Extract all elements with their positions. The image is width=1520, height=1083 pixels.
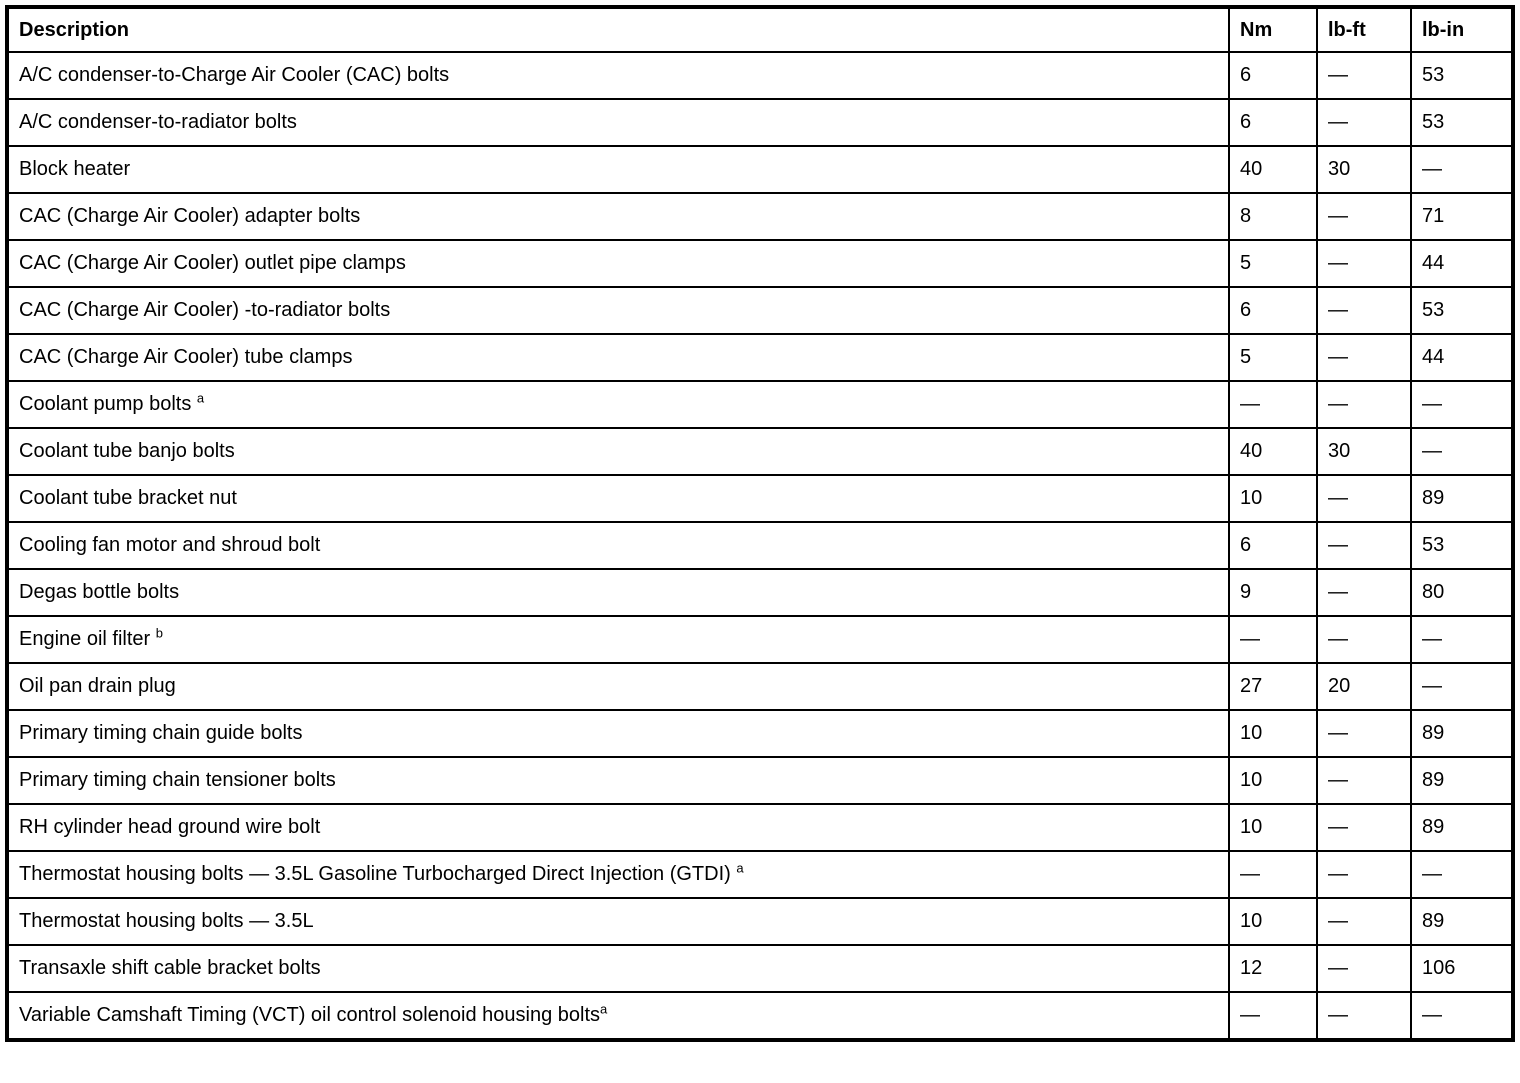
- lbin-cell: 106: [1411, 945, 1513, 992]
- header-description: Description: [7, 7, 1229, 52]
- lbin-cell: —: [1411, 851, 1513, 898]
- description-text: Variable Camshaft Timing (VCT) oil control solenoid housing bolts: [19, 1004, 601, 1026]
- description-text: Engine oil filter: [19, 628, 156, 650]
- description-text: Oil pan drain plug: [19, 675, 176, 697]
- table-row: [7, 99, 1513, 146]
- lbin-cell: 89: [1411, 757, 1513, 804]
- description-text: CAC (Charge Air Cooler) adapter bolts: [19, 205, 361, 227]
- nm-cell: 6: [1229, 52, 1317, 99]
- nm-cell: 10: [1229, 804, 1317, 851]
- lbin-cell: 44: [1411, 240, 1513, 287]
- nm-cell: 10: [1229, 710, 1317, 757]
- description-cell: [7, 992, 1229, 1040]
- lbin-cell: —: [1411, 381, 1513, 428]
- lbft-cell: —: [1317, 757, 1411, 804]
- torque-spec-table: [5, 5, 1515, 1042]
- description-text: A/C condenser-to-Charge Air Cooler (CAC) bolts: [19, 64, 450, 86]
- nm-cell: 9: [1229, 569, 1317, 616]
- description-cell: [7, 475, 1229, 522]
- description-cell: [7, 287, 1229, 334]
- table-row: [7, 381, 1513, 428]
- table-row: [7, 334, 1513, 381]
- description-cell: [7, 522, 1229, 569]
- description-text: Cooling fan motor and shroud bolt: [19, 534, 321, 556]
- lbft-cell: —: [1317, 287, 1411, 334]
- nm-cell: 6: [1229, 99, 1317, 146]
- description-cell: [7, 569, 1229, 616]
- table-row: [7, 898, 1513, 945]
- lbin-cell: 53: [1411, 287, 1513, 334]
- description-cell: [7, 240, 1229, 287]
- table-row: [7, 240, 1513, 287]
- nm-cell: —: [1229, 381, 1317, 428]
- description-cell: [7, 757, 1229, 804]
- lbft-cell: —: [1317, 52, 1411, 99]
- lbin-cell: 80: [1411, 569, 1513, 616]
- lbft-cell: —: [1317, 475, 1411, 522]
- lbin-cell: 89: [1411, 804, 1513, 851]
- description-text: Primary timing chain tensioner bolts: [19, 769, 336, 791]
- description-cell: [7, 663, 1229, 710]
- footnote-marker: b: [155, 625, 163, 641]
- lbft-cell: —: [1317, 569, 1411, 616]
- lbin-cell: 89: [1411, 475, 1513, 522]
- description-text: Degas bottle bolts: [19, 581, 180, 603]
- table-body: [7, 52, 1513, 1040]
- table-row: [7, 710, 1513, 757]
- nm-cell: 8: [1229, 193, 1317, 240]
- lbft-cell: —: [1317, 616, 1411, 663]
- table-row: [7, 757, 1513, 804]
- description-cell: [7, 851, 1229, 898]
- nm-cell: 40: [1229, 428, 1317, 475]
- lbin-cell: —: [1411, 663, 1513, 710]
- table-row: [7, 287, 1513, 334]
- description-text: Coolant tube bracket nut: [19, 487, 237, 509]
- description-cell: [7, 99, 1229, 146]
- table-row: [7, 945, 1513, 992]
- description-cell: [7, 616, 1229, 663]
- description-text: CAC (Charge Air Cooler) -to-radiator bolts: [19, 299, 391, 321]
- lbft-cell: —: [1317, 522, 1411, 569]
- nm-cell: 12: [1229, 945, 1317, 992]
- description-text: Transaxle shift cable bracket bolts: [19, 957, 321, 979]
- table-row: [7, 146, 1513, 193]
- lbft-cell: —: [1317, 992, 1411, 1040]
- lbin-cell: 89: [1411, 898, 1513, 945]
- nm-cell: 10: [1229, 757, 1317, 804]
- table-row: [7, 804, 1513, 851]
- table-row: [7, 616, 1513, 663]
- table-row: [7, 663, 1513, 710]
- table-row: [7, 522, 1513, 569]
- description-cell: [7, 381, 1229, 428]
- nm-cell: 27: [1229, 663, 1317, 710]
- description-text: A/C condenser-to-radiator bolts: [19, 111, 297, 133]
- nm-cell: 5: [1229, 240, 1317, 287]
- lbft-cell: 30: [1317, 428, 1411, 475]
- header-nm: Nm: [1229, 7, 1317, 52]
- table-row: [7, 428, 1513, 475]
- lbin-cell: —: [1411, 992, 1513, 1040]
- lbft-cell: —: [1317, 334, 1411, 381]
- footnote-marker: a: [736, 860, 744, 876]
- table-row: [7, 992, 1513, 1040]
- lbin-cell: 53: [1411, 522, 1513, 569]
- description-text: RH cylinder head ground wire bolt: [19, 816, 321, 838]
- nm-cell: 10: [1229, 898, 1317, 945]
- lbft-cell: —: [1317, 381, 1411, 428]
- header-lbft: lb-ft: [1317, 7, 1411, 52]
- lbft-cell: —: [1317, 710, 1411, 757]
- lbft-cell: —: [1317, 945, 1411, 992]
- table-row: [7, 851, 1513, 898]
- lbin-cell: 53: [1411, 99, 1513, 146]
- lbin-cell: 44: [1411, 334, 1513, 381]
- description-text: Block heater: [19, 158, 131, 180]
- description-cell: [7, 146, 1229, 193]
- footnote-marker: a: [600, 1001, 608, 1017]
- lbft-cell: —: [1317, 898, 1411, 945]
- table-row: [7, 475, 1513, 522]
- table-header: [7, 7, 1513, 52]
- nm-cell: 5: [1229, 334, 1317, 381]
- table-row: [7, 193, 1513, 240]
- nm-cell: 40: [1229, 146, 1317, 193]
- description-text: Thermostat housing bolts — 3.5L Gasoline Turbocharged Direct Injection (GTDI): [19, 863, 737, 885]
- nm-cell: 6: [1229, 522, 1317, 569]
- header-lbin: lb-in: [1411, 7, 1513, 52]
- description-text: CAC (Charge Air Cooler) outlet pipe clamps: [19, 252, 406, 274]
- lbin-cell: —: [1411, 616, 1513, 663]
- table-row: [7, 569, 1513, 616]
- nm-cell: —: [1229, 992, 1317, 1040]
- nm-cell: 10: [1229, 475, 1317, 522]
- lbin-cell: 53: [1411, 52, 1513, 99]
- lbin-cell: —: [1411, 146, 1513, 193]
- footnote-marker: a: [196, 390, 205, 406]
- table-header-row: [7, 7, 1513, 52]
- description-cell: [7, 334, 1229, 381]
- description-cell: [7, 945, 1229, 992]
- lbft-cell: —: [1317, 99, 1411, 146]
- description-text: Coolant pump bolts: [19, 393, 197, 415]
- table-row: [7, 52, 1513, 99]
- nm-cell: —: [1229, 616, 1317, 663]
- description-cell: [7, 428, 1229, 475]
- description-cell: [7, 804, 1229, 851]
- description-cell: [7, 898, 1229, 945]
- lbin-cell: 89: [1411, 710, 1513, 757]
- description-text: Primary timing chain guide bolts: [19, 722, 303, 744]
- lbft-cell: 20: [1317, 663, 1411, 710]
- description-cell: [7, 193, 1229, 240]
- description-text: Thermostat housing bolts — 3.5L: [19, 910, 314, 932]
- description-text: CAC (Charge Air Cooler) tube clamps: [19, 346, 353, 368]
- lbft-cell: —: [1317, 193, 1411, 240]
- lbft-cell: 30: [1317, 146, 1411, 193]
- nm-cell: —: [1229, 851, 1317, 898]
- lbft-cell: —: [1317, 804, 1411, 851]
- nm-cell: 6: [1229, 287, 1317, 334]
- lbft-cell: —: [1317, 851, 1411, 898]
- description-text: Coolant tube banjo bolts: [19, 440, 235, 462]
- lbin-cell: —: [1411, 428, 1513, 475]
- description-cell: [7, 52, 1229, 99]
- description-cell: [7, 710, 1229, 757]
- lbft-cell: —: [1317, 240, 1411, 287]
- lbin-cell: 71: [1411, 193, 1513, 240]
